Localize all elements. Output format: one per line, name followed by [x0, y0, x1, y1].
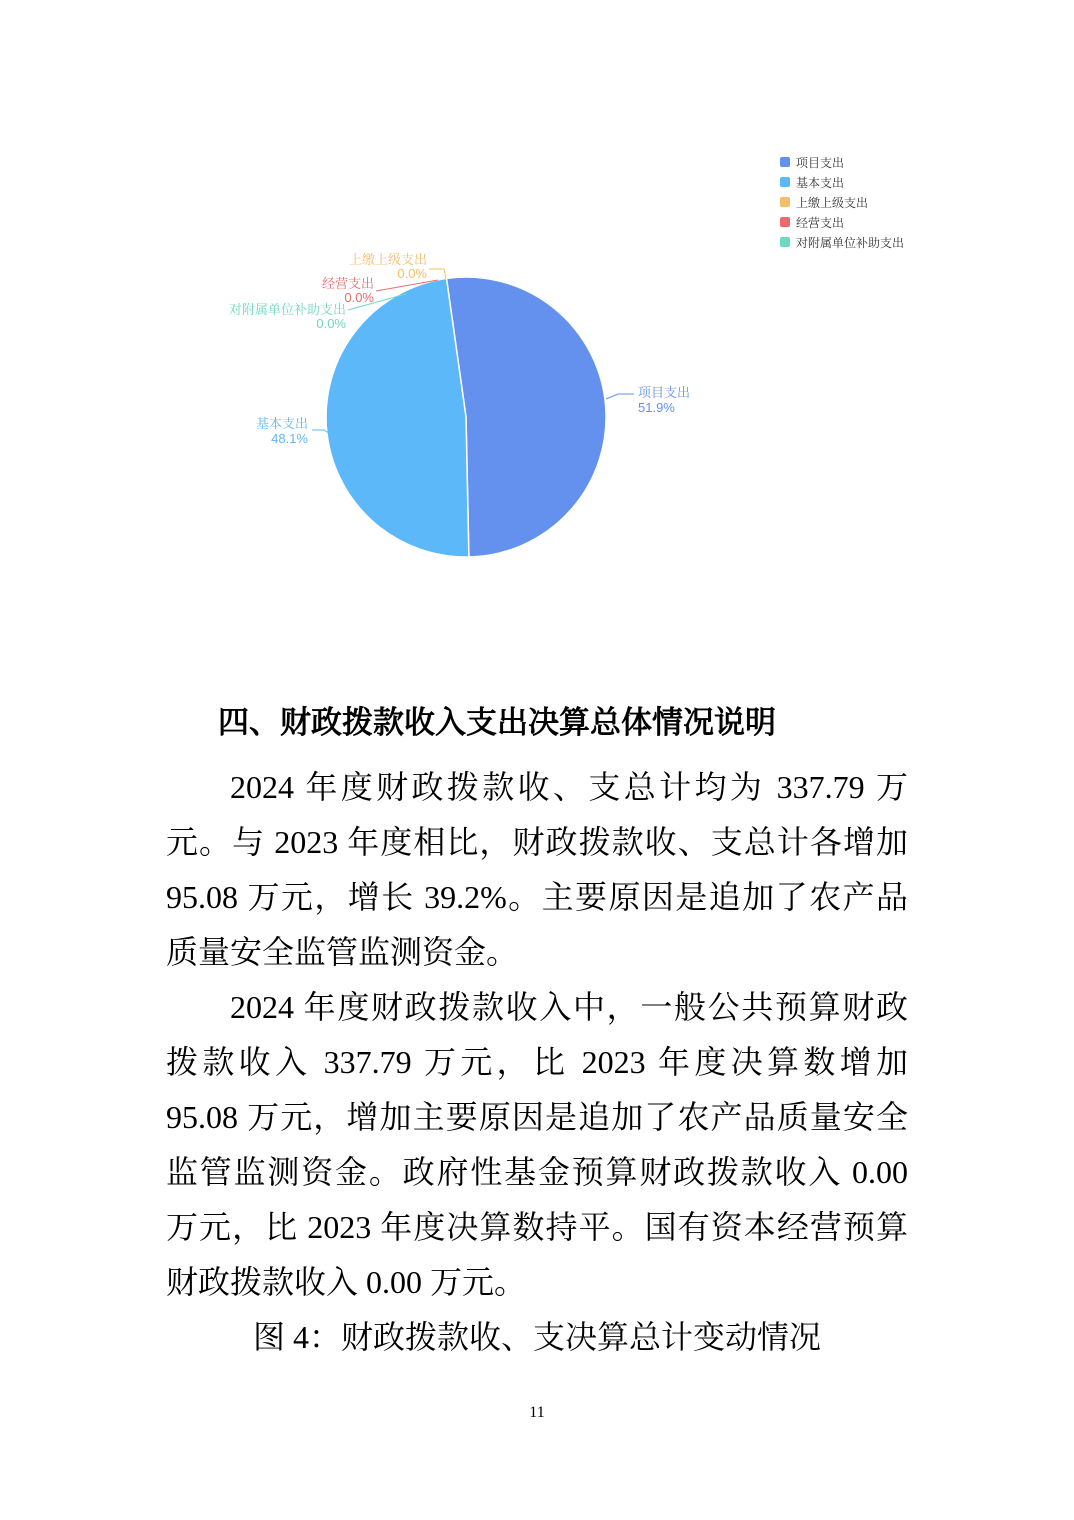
pie-slices: [326, 277, 606, 557]
legend-label: 上缴上级支出: [796, 195, 869, 210]
pie-slice-project-expenditure: [447, 277, 607, 557]
pie-label-basic-expenditure: [256, 416, 308, 446]
pie-label-name: 上缴上级支出: [348, 252, 427, 267]
legend-label: 经营支出: [796, 215, 845, 230]
legend-item-project-expenditure: [780, 152, 904, 172]
chart-legend: [780, 152, 904, 252]
pie-label-percent: 0.0%: [397, 266, 427, 281]
legend-item-upward-remittance: [780, 192, 904, 212]
legend-swatch-icon: [780, 157, 790, 167]
text-block: [166, 700, 908, 1365]
legend-item-basic-expenditure: [780, 172, 904, 192]
pie-label-name: 项目支出: [638, 385, 691, 400]
pie-label-operating-expenditure: [322, 276, 374, 305]
leader-line-upward-remittance: [429, 269, 446, 279]
legend-swatch-icon: [780, 217, 790, 227]
pie-label-percent: 48.1%: [271, 431, 308, 446]
legend-swatch-icon: [780, 197, 790, 207]
legend-swatch-icon: [780, 177, 790, 187]
legend-item-subsidy-expenditure: [780, 232, 904, 252]
paragraph-income-detail: 2024 年度财政拨款收入中，一般公共预算财政拨款收入 337.79 万元，比 2023 年度决算数增加 95.08 万元，增加主要原因是追加了农产品质量安全监管监测资金。政府性基金预算财政拨款收入 0.00 万元，比 2023 年度决算数持平。国有资本经营预算财政拨款收入 0.00 万元。: [166, 989, 908, 1300]
pie-label-subsidy-expenditure: [229, 302, 346, 331]
pie-label-name: 经营支出: [321, 276, 374, 291]
pie-label-percent: 0.0%: [316, 316, 346, 331]
legend-label: 项目支出: [796, 155, 845, 170]
paragraph-total-summary: 2024 年度财政拨款收、支总计均为 337.79 万元。与 2023 年度相比，财政拨款收、支总计各增加 95.08 万元，增长 39.2%。主要原因是追加了农产品质量安全监管监测资金。: [166, 769, 908, 970]
figure-caption: 图 4：财政拨款收、支决算总计变动情况: [252, 1319, 821, 1355]
pie-label-percent: 0.0%: [344, 290, 374, 305]
page-number: 11: [529, 1404, 545, 1421]
legend-swatch-icon: [780, 237, 790, 247]
leader-line-project-expenditure: [606, 394, 634, 399]
section-heading: 四、财政拨款收入支出决算总体情况说明: [218, 705, 776, 740]
legend-label: 基本支出: [796, 175, 845, 190]
legend-label: 对附属单位补助支出: [796, 235, 905, 250]
pie-label-percent: 51.9%: [638, 400, 675, 415]
legend-item-operating-expenditure: [780, 212, 904, 232]
pie-label-name: 基本支出: [255, 416, 308, 431]
pie-label-project-expenditure: [638, 385, 690, 415]
pie-label-name: 对附属单位补助支出: [228, 302, 346, 317]
pie-slice-basic-expenditure: [326, 278, 469, 557]
